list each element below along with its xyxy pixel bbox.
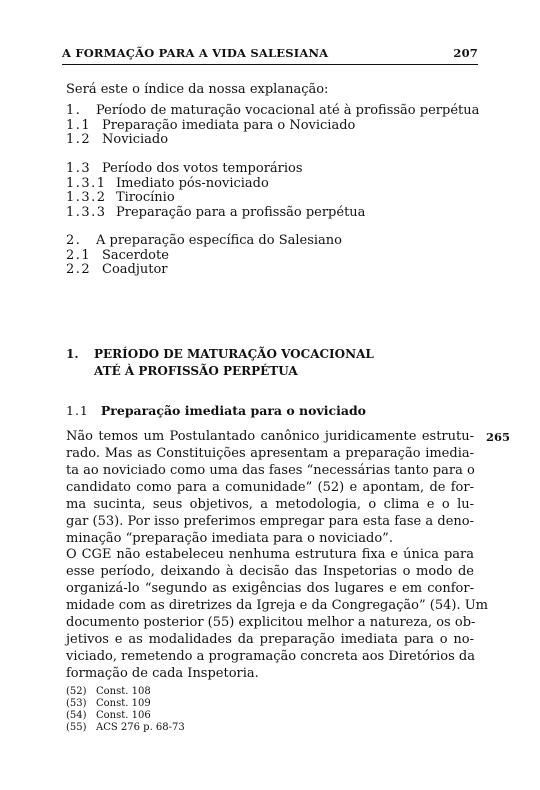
toc-group-1	[66, 104, 486, 148]
toc-entry	[66, 133, 486, 148]
toc-text: Preparação para a profissão perpétua	[116, 204, 366, 220]
toc-entry	[66, 104, 486, 119]
toc-number: 2.2	[66, 262, 92, 277]
text-line: viciado, remetendo a programação concreta aos Diretórios da	[66, 649, 475, 664]
footnote-number: (52)	[66, 686, 87, 697]
toc-number: 1.3.3	[66, 204, 107, 220]
text-line: O CGE não estabeleceu nenhuma estrutura fixa e única para	[66, 547, 474, 562]
toc-number: 2.1	[66, 247, 92, 263]
footnote-text: Const. 108	[96, 686, 151, 697]
text-line: rado. Mas as Constituições apresentam a preparação imedia-	[66, 446, 474, 461]
text-line: documento posterior (55) explicitou melhor a natureza, os ob-	[66, 615, 476, 630]
toc-text: Coadjutor	[102, 262, 168, 277]
text-line: gar (53). Por isso preferimos empregar para esta fase a deno-	[66, 514, 474, 529]
toc-text: Imediato pós-noviciado	[116, 175, 269, 191]
toc-entry	[66, 234, 486, 249]
index-intro: Será este o índice da nossa explanação:	[66, 82, 329, 97]
text-line: jetivos e as modalidades da preparação imediata para o no-	[66, 632, 474, 647]
text-line: midade com as diretrizes da Igreja e da Congregação” (54). Um	[66, 598, 488, 613]
header-rule	[62, 64, 478, 65]
section-title-line2: ATÉ À PROFISSÃO PERPÉTUA	[94, 364, 298, 378]
toc-entry	[66, 263, 486, 278]
text-line: ta ao noviciado como uma das fases “necessárias tanto para o	[66, 463, 475, 478]
section-title-line1: PERÍODO DE MATURAÇÃO VOCACIONAL	[94, 347, 374, 361]
toc-number: 1.2	[66, 132, 92, 147]
toc-entry	[66, 206, 486, 221]
toc-number: 2.	[66, 233, 82, 248]
page-number: 207	[453, 46, 478, 60]
subsection-heading	[66, 403, 366, 418]
text-line: formação de cada Inspetoria.	[66, 666, 259, 681]
subsection-title: Preparação imediata para o noviciado	[100, 403, 367, 418]
paragraph-2	[66, 546, 488, 682]
text-line: esse período, deixando à decisão das Inspetorias o modo de	[66, 564, 474, 579]
running-title: A FORMAÇÃO PARA A VIDA SALESIANA	[62, 46, 329, 60]
toc-number: 1.1	[66, 117, 92, 133]
toc-text: Sacerdote	[102, 247, 169, 263]
toc-text: Período de maturação vocacional até à profissão perpétua	[96, 103, 480, 118]
toc-entry	[66, 162, 486, 177]
text-line: Não temos um Postulantado canônico juridicamente estrutu-	[66, 429, 474, 444]
toc-text: Período dos votos temporários	[102, 161, 303, 176]
paragraph-1	[66, 428, 474, 547]
toc-entry	[66, 249, 486, 264]
footnote-number: (53)	[66, 698, 87, 709]
toc-entry	[66, 177, 486, 192]
footnote-text: Const. 109	[96, 698, 151, 709]
toc-number: 1.3.2	[66, 190, 107, 205]
toc-text: A preparação específica do Salesiano	[96, 233, 342, 248]
toc-number: 1.3.1	[66, 175, 107, 191]
footnote-number: (54)	[66, 710, 87, 721]
toc-group-3	[66, 234, 486, 278]
toc-text: Tirocínio	[116, 190, 175, 205]
marginal-number: 265	[486, 430, 511, 444]
text-line: minação “preparação imediata para o noviciado”.	[66, 531, 393, 546]
toc-group-2	[66, 162, 486, 220]
subsection-number: 1.1	[66, 403, 89, 418]
section-number: 1.	[66, 347, 79, 361]
toc-text: Noviciado	[102, 132, 169, 147]
text-line: candidato como para a comunidade” (52) e apontam, de for-	[66, 480, 474, 495]
text-line: organizá-lo “segundo as exigências dos lugares e em confor-	[66, 581, 474, 596]
footnote-text: Const. 106	[96, 710, 151, 721]
toc-text: Preparação imediata para o Noviciado	[102, 117, 356, 133]
toc-number: 1.3	[66, 161, 92, 176]
toc-entry	[66, 119, 486, 134]
footnote-number: (55)	[66, 722, 87, 733]
footnote-text: ACS 276 p. 68-73	[96, 722, 185, 733]
toc-entry	[66, 191, 486, 206]
toc-number: 1.	[66, 103, 82, 118]
text-line: ma sucinta, seus objetivos, a metodologia, o clima e o lu-	[66, 497, 474, 512]
